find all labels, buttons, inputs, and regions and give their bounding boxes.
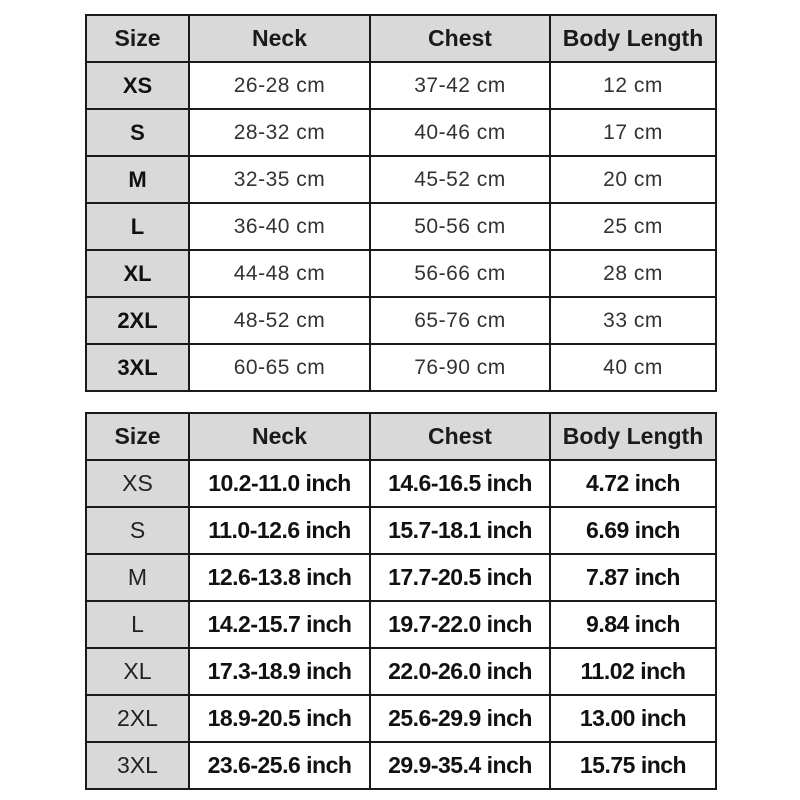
neck-cell: 12.6-13.8 inch — [189, 554, 370, 601]
table-row — [86, 109, 716, 156]
body-length-cell: 28 cm — [550, 250, 716, 297]
table-row — [86, 250, 716, 297]
neck-cell: 11.0-12.6 inch — [189, 507, 370, 554]
table-row — [86, 344, 716, 391]
size-cell: L — [86, 203, 189, 250]
neck-cell: 10.2-11.0 inch — [189, 460, 370, 507]
neck-cell: 48-52 cm — [189, 297, 370, 344]
neck-cell: 32-35 cm — [189, 156, 370, 203]
body-length-cell: 11.02 inch — [550, 648, 716, 695]
table-row — [86, 203, 716, 250]
body-length-cell: 40 cm — [550, 344, 716, 391]
table-body — [86, 460, 716, 789]
table-header-row — [86, 15, 716, 62]
chest-cell: 22.0-26.0 inch — [370, 648, 550, 695]
chest-cell: 37-42 cm — [370, 62, 550, 109]
header-body-length: Body Length — [550, 413, 716, 460]
body-length-cell: 15.75 inch — [550, 742, 716, 789]
chest-cell: 29.9-35.4 inch — [370, 742, 550, 789]
size-cell: M — [86, 554, 189, 601]
header-size: Size — [86, 15, 189, 62]
size-cell: XS — [86, 460, 189, 507]
table-row — [86, 62, 716, 109]
body-length-cell: 25 cm — [550, 203, 716, 250]
neck-cell: 26-28 cm — [189, 62, 370, 109]
header-chest: Chest — [370, 413, 550, 460]
body-length-cell: 17 cm — [550, 109, 716, 156]
chest-cell: 40-46 cm — [370, 109, 550, 156]
body-length-cell: 9.84 inch — [550, 601, 716, 648]
size-chart — [85, 14, 715, 786]
body-length-cell: 6.69 inch — [550, 507, 716, 554]
table-row — [86, 554, 716, 601]
size-cell: XS — [86, 62, 189, 109]
table-row — [86, 601, 716, 648]
table-row — [86, 156, 716, 203]
neck-cell: 36-40 cm — [189, 203, 370, 250]
neck-cell: 17.3-18.9 inch — [189, 648, 370, 695]
neck-cell: 23.6-25.6 inch — [189, 742, 370, 789]
chest-cell: 65-76 cm — [370, 297, 550, 344]
size-cell: 2XL — [86, 297, 189, 344]
chest-cell: 19.7-22.0 inch — [370, 601, 550, 648]
size-cell: 2XL — [86, 695, 189, 742]
header-size: Size — [86, 413, 189, 460]
body-length-cell: 7.87 inch — [550, 554, 716, 601]
chest-cell: 56-66 cm — [370, 250, 550, 297]
header-body-length: Body Length — [550, 15, 716, 62]
size-cell: 3XL — [86, 742, 189, 789]
body-length-cell: 20 cm — [550, 156, 716, 203]
size-cell: XL — [86, 250, 189, 297]
size-cell: S — [86, 109, 189, 156]
chest-cell: 14.6-16.5 inch — [370, 460, 550, 507]
chest-cell: 15.7-18.1 inch — [370, 507, 550, 554]
size-table-inch — [85, 412, 717, 790]
table-row — [86, 742, 716, 789]
header-chest: Chest — [370, 15, 550, 62]
table-row — [86, 297, 716, 344]
size-cell: S — [86, 507, 189, 554]
neck-cell: 18.9-20.5 inch — [189, 695, 370, 742]
body-length-cell: 4.72 inch — [550, 460, 716, 507]
table-row — [86, 648, 716, 695]
size-cell: XL — [86, 648, 189, 695]
chest-cell: 17.7-20.5 inch — [370, 554, 550, 601]
size-cell: 3XL — [86, 344, 189, 391]
table-row — [86, 695, 716, 742]
neck-cell: 14.2-15.7 inch — [189, 601, 370, 648]
chest-cell: 50-56 cm — [370, 203, 550, 250]
header-neck: Neck — [189, 15, 370, 62]
header-neck: Neck — [189, 413, 370, 460]
body-length-cell: 13.00 inch — [550, 695, 716, 742]
chest-cell: 45-52 cm — [370, 156, 550, 203]
neck-cell: 28-32 cm — [189, 109, 370, 156]
table-divider — [85, 390, 715, 414]
neck-cell: 60-65 cm — [189, 344, 370, 391]
table-body — [86, 62, 716, 391]
table-row — [86, 507, 716, 554]
size-cell: L — [86, 601, 189, 648]
chest-cell: 76-90 cm — [370, 344, 550, 391]
body-length-cell: 33 cm — [550, 297, 716, 344]
body-length-cell: 12 cm — [550, 62, 716, 109]
neck-cell: 44-48 cm — [189, 250, 370, 297]
size-table-cm — [85, 14, 717, 392]
chest-cell: 25.6-29.9 inch — [370, 695, 550, 742]
table-row — [86, 460, 716, 507]
size-cell: M — [86, 156, 189, 203]
table-header-row — [86, 413, 716, 460]
